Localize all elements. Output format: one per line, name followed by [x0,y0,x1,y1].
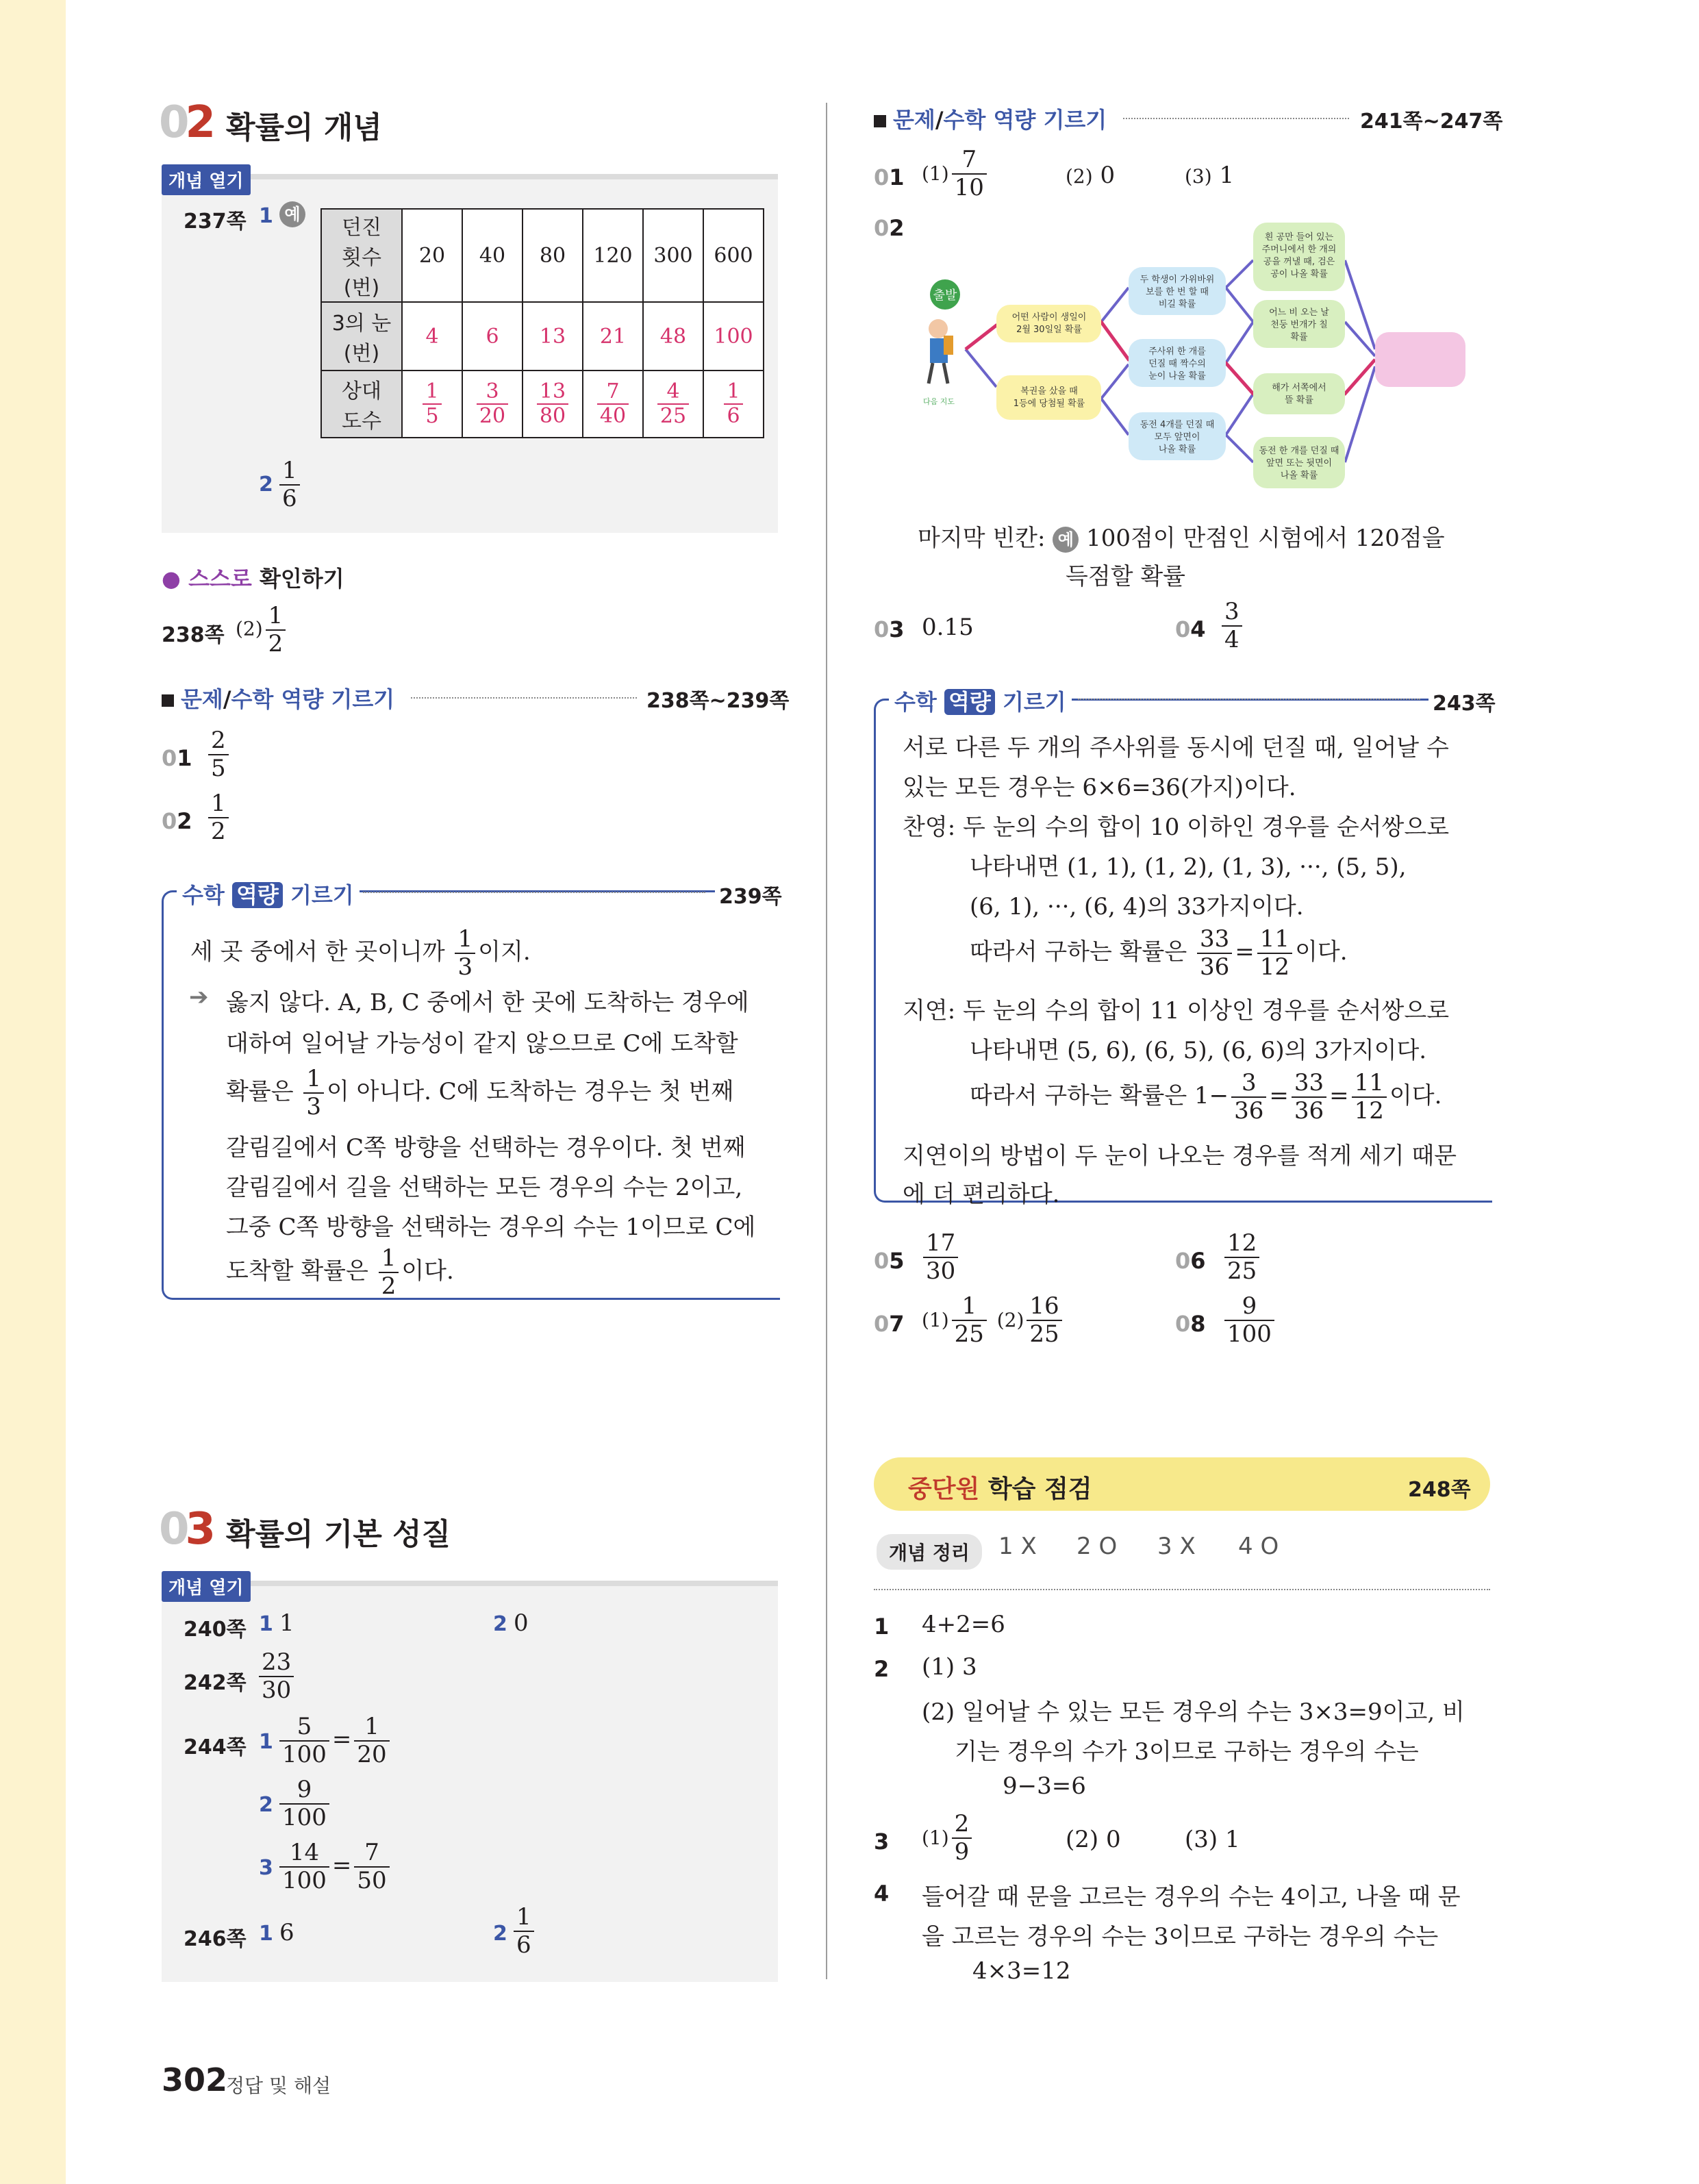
header-dots [411,697,637,699]
table-cell: $\frac{13}{80}$ [523,371,583,438]
q-number: 2 [493,1922,507,1946]
probability-path-diagram [918,219,1479,507]
q2-number: 2 [259,473,273,497]
q-number: 1 [259,1922,273,1946]
svg-text:던질 때 짝수의: 던질 때 짝수의 [1148,359,1206,369]
self-check-header: ● 스스로 확인하기 [162,566,344,592]
svg-text:눈이 나올 확률: 눈이 나올 확률 [1148,371,1206,381]
math-box-text: 갈림길에서 C쪽 방향을 선택하는 경우이다. 첫 번째 [226,1134,746,1162]
svg-text:어느 비 오는 날: 어느 비 오는 날 [1269,307,1329,318]
ox-answer: 4 O [1238,1533,1279,1560]
q-number: 1 [259,1730,273,1754]
table-cell: 4 [402,302,462,371]
math-box-text: 있는 모든 경우는 6×6=36(가지)이다. [903,774,1296,801]
math-box-dots [363,892,705,893]
review-q1-number: 1 [874,1614,890,1640]
table-cell: 100 [703,302,764,371]
answer-value: $\frac{23}{30}$ [256,1649,297,1704]
section-number-03: 03 [159,1504,212,1555]
problem-header-left: 문제/수학 역량 기르기 [162,682,394,714]
table-row [321,302,764,371]
answer-02-number: 02 [874,215,905,241]
answer-08-number: 08 [1175,1311,1206,1337]
answer-04-value: $\frac{3}{4}$ [1219,599,1245,653]
svg-text:앞면 또는 뒷면이: 앞면 또는 뒷면이 [1266,458,1333,468]
section-title-02: 확률의 개념 [226,110,382,145]
answer-06-number: 06 [1175,1248,1206,1274]
table-cell: 40 [462,209,523,302]
answer-02-number: 02 [162,808,192,834]
concept-summary-tag: 개념 정리 [877,1534,982,1570]
answer-value: 1 [279,1609,294,1637]
footer-label: 정답 및 해설 [226,2074,331,2097]
table-cell: 20 [402,209,462,302]
review-q4-number: 4 [874,1881,890,1907]
svg-text:복권을 샀을 때: 복권을 샀을 때 [1020,386,1078,397]
page-ref-242: 242쪽 [184,1671,247,1695]
svg-text:주머니에서 한 개의: 주머니에서 한 개의 [1261,244,1337,255]
diagram-box [996,305,1101,342]
review-q4-calc: 4×3=12 [972,1957,1071,1985]
math-box-text: 갈림길에서 길을 선택하는 모든 경우의 수는 2이고, [226,1174,743,1201]
svg-text:흰 공만 들어 있는: 흰 공만 들어 있는 [1264,232,1334,242]
answer-01-part3: (3) 1 [1185,162,1235,189]
q-number: 2 [259,1793,273,1817]
math-box-text: 도착할 확률은 $\frac{1}{2}$ 이다. [226,1244,454,1301]
review-q4-answer: 들어갈 때 문을 고르는 경우의 수는 4이고, 나올 때 문 [922,1883,1461,1911]
review-q1-answer: 4+2=6 [922,1611,1005,1638]
math-box-text: 확률은 $\frac{1}{3}$ 이 아니다. C에 도착하는 경우는 첫 번째 [226,1065,734,1121]
math-box-text: 서로 다른 두 개의 주사위를 동시에 던질 때, 일어날 수 [903,734,1449,762]
review-page: 248쪽 [1408,1478,1471,1502]
svg-text:뜰 확률: 뜰 확률 [1285,395,1313,405]
q-number: 1 [259,1612,273,1636]
svg-text:공을 꺼낼 때, 검은: 공을 꺼낼 때, 검은 [1263,257,1335,267]
table-cell: 21 [583,302,643,371]
math-box-text: 나타내면 (1, 1), (1, 2), (1, 3), ···, (5, 5), [970,853,1407,881]
page-ref-238: 238쪽 [162,623,225,647]
svg-text:해가 서쪽에서: 해가 서쪽에서 [1272,383,1326,393]
answer-value: 6 [279,1919,294,1946]
svg-text:나올 확률: 나올 확률 [1280,470,1318,481]
concept-open-box-2 [162,1581,778,1982]
svg-text:두 학생이 가위바위: 두 학생이 가위바위 [1140,275,1215,285]
svg-text:천둥 번개가 칠: 천둥 번개가 칠 [1270,320,1328,330]
svg-text:어떤 사람이 생일이: 어떤 사람이 생일이 [1011,312,1087,323]
math-box-text: 지연: 두 눈의 수의 합이 11 이상인 경우를 순서쌍으로 [903,997,1450,1025]
answer-06-value: $\frac{12}{25}$ [1222,1230,1262,1285]
p238-answer: (2) $\frac{1}{2}$ [236,603,288,657]
answer-01-number: 01 [162,745,192,771]
table-row-header: 3의 눈 (번) [321,302,402,371]
table-cell: 6 [462,302,523,371]
table-cell: $\frac{1}{6}$ [703,371,764,438]
review-q2-number: 2 [874,1656,890,1682]
answer-01-number: 01 [874,164,905,190]
table-cell: $\frac{7}{40}$ [583,371,643,438]
table-cell: 120 [583,209,643,302]
answer-01-part2: (2) 0 [1066,162,1116,189]
concept-tag-bar [162,174,778,179]
probability-table [320,208,764,438]
header-page-range-left: 238쪽~239쪽 [646,689,790,713]
ox-answer: 2 O [1077,1533,1118,1560]
answer-value: $\frac{1}{6}$ [511,1904,537,1959]
review-q3-part2: (2) 0 [1066,1826,1121,1853]
header-dots [1123,118,1349,119]
answer-08-value: $\frac{9}{100}$ [1222,1293,1277,1348]
table-cell: $\frac{4}{25}$ [643,371,703,438]
math-box-title-left: 수학 역량 기르기 [177,878,360,909]
svg-text:1등에 당첨될 확률: 1등에 당첨될 확률 [1013,399,1085,409]
section-number-02: 02 [159,97,212,148]
math-box-text: 따라서 구하는 확률은 $\frac{33}{36}$ = $\frac{11}{12}$ 이다. [970,925,1348,981]
math-box-page-right: 243쪽 [1429,686,1496,716]
arrow-icon: ➔ [189,983,209,1011]
answer-02-value: $\frac{1}{2}$ [205,790,231,845]
math-box-dots [1078,699,1420,700]
table-row-header: 던진 횟수 (번) [321,209,402,302]
math-box-text: 에 더 편리하다. [903,1181,1060,1208]
review-q2-part1: (1) 3 [922,1653,977,1681]
q-number: 3 [259,1856,273,1880]
math-box-text: 그중 C쪽 방향을 선택하는 경우의 수는 1이므로 C에 [226,1214,756,1241]
start-label: 출발 [933,288,957,303]
svg-text:확률: 확률 [1290,332,1308,342]
page-ref-240: 240쪽 [184,1618,247,1642]
answer-value: $\frac{9}{100}$ [277,1777,332,1831]
table-cell: 300 [643,209,703,302]
svg-text:주사위 한 개를: 주사위 한 개를 [1148,347,1206,357]
q1-number: 1 [259,204,273,228]
table-cell: $\frac{3}{20}$ [462,371,523,438]
diagram-box [1253,373,1345,414]
svg-text:보를 한 번 할 때: 보를 한 번 할 때 [1146,287,1209,297]
last-blank-answer-cont: 득점할 확률 [1066,563,1186,590]
math-box-text: 옳지 않다. A, B, C 중에서 한 곳에 도착하는 경우에 [226,989,749,1016]
concept-open-tag: 개념 열기 [162,164,251,195]
diagram-box [996,375,1101,420]
answer-04-number: 04 [1175,616,1206,642]
example-badge: 예 [279,201,305,227]
math-box-text: (6, 1), ···, (6, 4)의 33가지이다. [970,893,1304,920]
page-ref-246: 246쪽 [184,1927,247,1951]
person-label: 다음 지도 [923,397,955,406]
review-q3-number: 3 [874,1829,890,1855]
ox-answer: 3 X [1157,1533,1196,1560]
review-q2-part2-cont: 기는 경우의 수가 3이므로 구하는 경우의 수는 [955,1738,1419,1766]
review-q3-answer: (1) $\frac{2}{9}$ [922,1811,974,1866]
answer-01-value: $\frac{2}{5}$ [205,727,231,782]
table-cell: 13 [523,302,583,371]
math-box-title-right: 수학 역량 기르기 [889,685,1072,716]
table-cell: 80 [523,209,583,302]
review-divider [874,1589,1490,1590]
table-cell: $\frac{1}{5}$ [402,371,462,438]
page-ref-244: 244쪽 [184,1735,247,1759]
answer-01-value: (1) $\frac{7}{10}$ [922,147,990,201]
answer-value: $\frac{5}{100}$ = $\frac{1}{20}$ [277,1714,392,1768]
table-row [321,209,764,302]
hiker-icon [929,319,953,384]
table-row [321,371,764,438]
math-box-text: 나타내면 (5, 6), (6, 5), (6, 6)의 3가지이다. [970,1037,1427,1064]
svg-text:동전 한 개를 던질 때: 동전 한 개를 던질 때 [1259,446,1339,456]
q-number: 2 [493,1612,507,1636]
section-title-03: 확률의 기본 성질 [226,1517,451,1552]
q2-answer: $\frac{1}{6}$ [277,457,303,512]
column-divider [826,103,827,1979]
concept-tag-bar [162,1581,778,1586]
concept-open-tag: 개념 열기 [162,1571,251,1602]
page-edge-strip [0,0,66,2184]
answer-07-value: (1) $\frac{1}{25}$ (2) $\frac{16}{25}$ [922,1293,1065,1348]
last-blank-answer: 마지막 빈칸: 예 100점이 만점인 시험에서 120점을 [918,525,1445,552]
table-cell: 48 [643,302,703,371]
review-title: 중단원 학습 점검 [908,1475,1092,1503]
page-number: 302 [162,2061,228,2098]
table-row-header: 상대 도수 [321,371,402,438]
answer-03-value: 0.15 [922,614,974,641]
math-box-page-left: 239쪽 [715,879,782,909]
math-box-text: 따라서 구하는 확률은 1− $\frac{3}{36}$ = $\frac{33}{36}$ = $\frac{11}{12}$ 이다. [970,1069,1442,1125]
review-q2-part2: (2) 일어날 수 있는 모든 경우의 수는 3×3=9이고, 비 [922,1698,1465,1726]
answer-value: 0 [514,1609,529,1637]
review-q3-part3: (3) 1 [1185,1826,1240,1853]
svg-text:비길 확률: 비길 확률 [1158,299,1196,310]
problem-header-right: 문제/수학 역량 기르기 [874,103,1107,134]
page-ref-237: 237쪽 [184,210,247,234]
review-q4-answer-cont: 을 고르는 경우의 수는 3이므로 구하는 경우의 수는 [922,1923,1439,1950]
review-q2-part2-calc: 9−3=6 [1003,1772,1086,1800]
answer-value: $\frac{14}{100}$ = $\frac{7}{50}$ [277,1840,392,1894]
math-box-text: 대하여 일어날 가능성이 같지 않으므로 C에 도착할 [226,1030,738,1057]
answer-07-number: 07 [874,1311,905,1337]
ox-answer: 1 X [998,1533,1037,1560]
table-cell: 600 [703,209,764,302]
svg-text:모두 앞면이: 모두 앞면이 [1154,432,1200,442]
math-box-text: 지연이의 방법이 두 눈이 나오는 경우를 적게 세기 때문 [903,1142,1457,1170]
answer-03-number: 03 [874,616,905,642]
answer-05-number: 05 [874,1248,905,1274]
math-box-text: 찬영: 두 눈의 수의 합이 10 이하인 경우를 순서쌍으로 [903,814,1450,841]
answer-05-value: $\frac{17}{30}$ [920,1230,961,1285]
svg-text:나올 확률: 나올 확률 [1158,444,1196,455]
header-page-range-right: 241쪽~247쪽 [1360,110,1503,134]
svg-text:2월 30일일 확률: 2월 30일일 확률 [1016,325,1082,335]
blank-final-box [1375,332,1465,387]
svg-text:동전 4개를 던질 때: 동전 4개를 던질 때 [1140,420,1215,430]
svg-text:공이 나올 확률: 공이 나올 확률 [1270,269,1328,279]
math-box-text: 세 곳 중에서 한 곳이니까 $\frac{1}{3}$ 이지. [190,925,531,981]
